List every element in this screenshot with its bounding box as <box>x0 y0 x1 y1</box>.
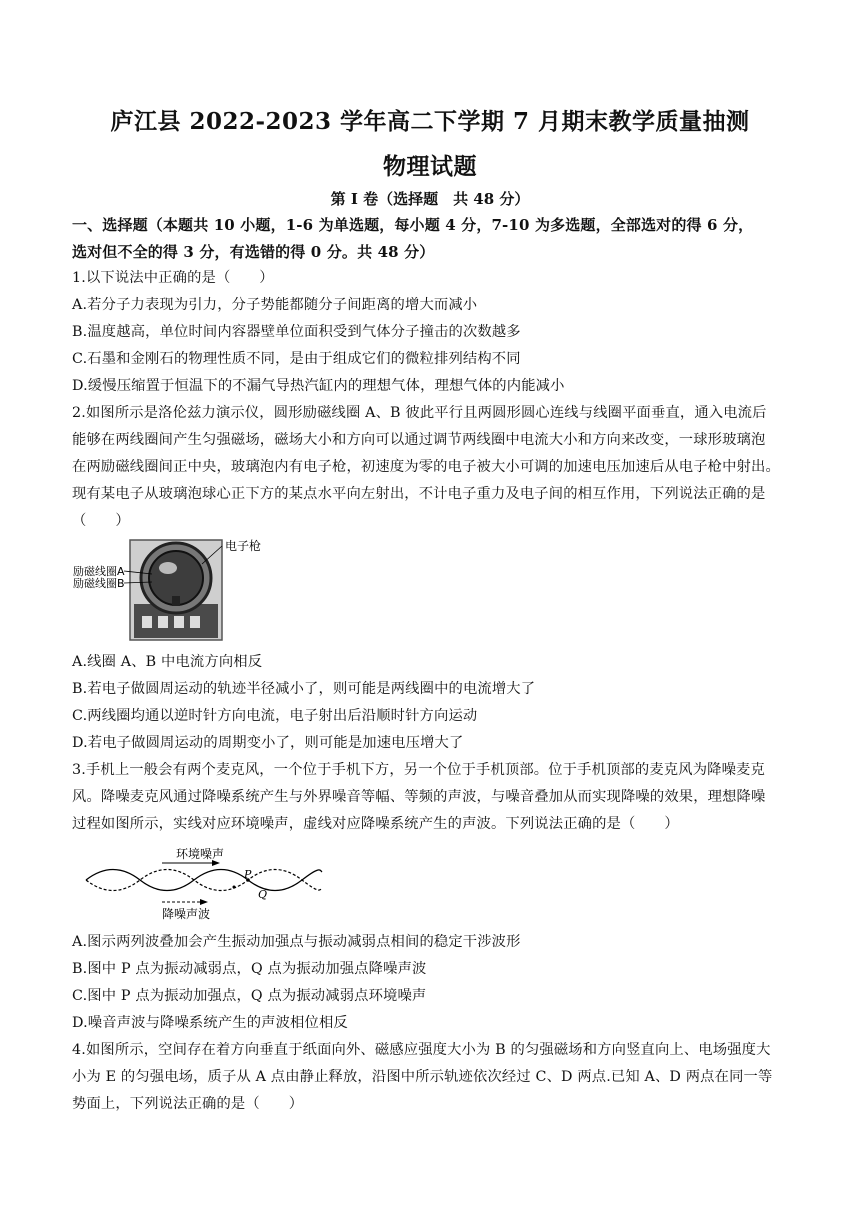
q2-stem-line2: 能够在两线圈间产生匀强磁场，磁场大小和方向可以通过调节两线圈中电流大小和方向来改变，一球形玻璃泡 <box>72 432 766 448</box>
q1-option-d: D.缓慢压缩置于恒温下的不漏气导热汽缸内的理想气体，理想气体的内能减小 <box>72 378 565 394</box>
part-heading: 第 I 卷（选择题 共 48 分） <box>330 190 530 208</box>
q3-option-c: C.图中 P 点为振动加强点，Q 点为振动减弱点环境噪声 <box>72 988 427 1004</box>
q2-stem-line4: 现有某电子从玻璃泡球心正下方的某点水平向左射出，不计电子重力及电子间的相互作用，下列说法正确的是 <box>72 486 766 502</box>
base-knob <box>142 616 152 628</box>
q1-option-a: A.若分子力表现为引力，分子势能都随分子间距离的增大而减小 <box>72 297 478 313</box>
noise-cancellation-figure <box>84 842 324 922</box>
q3-option-b: B.图中 P 点为振动减弱点，Q 点为振动加强点降噪声波 <box>72 961 427 977</box>
lorentz-demonstrator-figure <box>72 538 272 642</box>
q3-stem-line1: 3.手机上一般会有两个麦克风，一个位于手机下方，另一个位于手机顶部。位于手机顶部的麦克风为降噪麦克 <box>72 762 765 778</box>
q2-option-d: D.若电子做圆周运动的周期变小了，则可能是加速电压增大了 <box>72 735 464 751</box>
q4-stem-line3: 势面上，下列说法正确的是（ ） <box>72 1096 304 1112</box>
exam-title: 庐江县 2022-2023 学年高二下学期 7 月期末教学质量抽测 <box>110 108 750 135</box>
electron-gun-body <box>172 596 180 606</box>
q3-stem-line2: 风。降噪麦克风通过降噪系统产生与外界噪音等幅、等频的声波，与噪音叠加从而实现降噪的效果，理想降噪 <box>72 789 766 805</box>
base-knob <box>174 616 184 628</box>
coil-b-label: 励磁线圈B <box>73 577 125 590</box>
q1-stem: 1.以下说法中正确的是（ ） <box>72 270 274 286</box>
q1-option-c: C.石墨和金刚石的物理性质不同，是由于组成它们的微粒排列结构不同 <box>72 351 521 367</box>
q3-option-d: D.噪音声波与降噪系统产生的声波相位相反 <box>72 1015 348 1031</box>
point-p-label: P <box>244 868 252 881</box>
base-knob <box>190 616 200 628</box>
q2-stem-line5: （ ） <box>72 513 130 529</box>
cancel-wave-arrowhead <box>200 899 208 905</box>
q3-option-a: A.图示两列波叠加会产生振动加强点与振动减弱点相间的稳定干涉波形 <box>72 934 521 950</box>
q3-stem-line3: 过程如图所示，实线对应环境噪声，虚线对应降噪系统产生的声波。下列说法正确的是（ ） <box>72 816 679 832</box>
q4-stem-line2: 小为 E 的匀强电场，质子从 A 点由静止释放，沿图中所示轨迹依次经过 C、D 两点.已知 A、D 两点在同一等 <box>72 1069 773 1085</box>
q2-stem-line3: 在两励磁线圈间正中央，玻璃泡内有电子枪，初速度为零的电子被大小可调的加速电压加速后从电子枪中射出。 <box>72 459 780 475</box>
section-instructions-line1: 一、选择题（本题共 10 小题，1-6 为单选题，每小题 4 分，7-10 为多选题，全部选对的得 6 分， <box>72 216 754 234</box>
environment-noise-wave <box>86 870 322 891</box>
point-q-label: Q <box>258 888 268 901</box>
point-q <box>233 886 236 889</box>
q2-option-a: A.线圈 A、B 中电流方向相反 <box>72 654 263 670</box>
q2-option-c: C.两线圈均通以逆时针方向电流，电子射出后沿顺时针方向运动 <box>72 708 478 724</box>
section-instructions-line2: 选对但不全的得 3 分，有选错的得 0 分。共 48 分） <box>72 243 435 261</box>
base-knob <box>158 616 168 628</box>
q2-stem-line1: 2.如图所示是洛伦兹力演示仪，圆形励磁线圈 A、B 彼此平行且两圆形圆心连线与线圈平面垂直，通入电流后 <box>72 405 767 421</box>
exam-subtitle: 物理试题 <box>383 153 477 180</box>
q1-option-b: B.温度越高，单位时间内容器壁单位面积受到气体分子撞击的次数越多 <box>72 324 521 340</box>
q4-stem-line1: 4.如图所示，空间存在着方向垂直于纸面向外、磁感应强度大小为 B 的匀强磁场和方向竖直向上、电场强度大 <box>72 1042 771 1058</box>
bulb-highlight <box>159 562 177 574</box>
env-noise-label: 环境噪声 <box>176 847 225 861</box>
cancellation-noise-wave <box>86 870 322 891</box>
electron-gun-label: 电子枪 <box>225 539 262 553</box>
q2-option-b: B.若电子做圆周运动的轨迹半径减小了，则可能是两线圈中的电流增大了 <box>72 681 536 697</box>
cancel-wave-label: 降噪声波 <box>162 907 211 921</box>
coil-a-label: 励磁线圈A <box>73 565 125 578</box>
